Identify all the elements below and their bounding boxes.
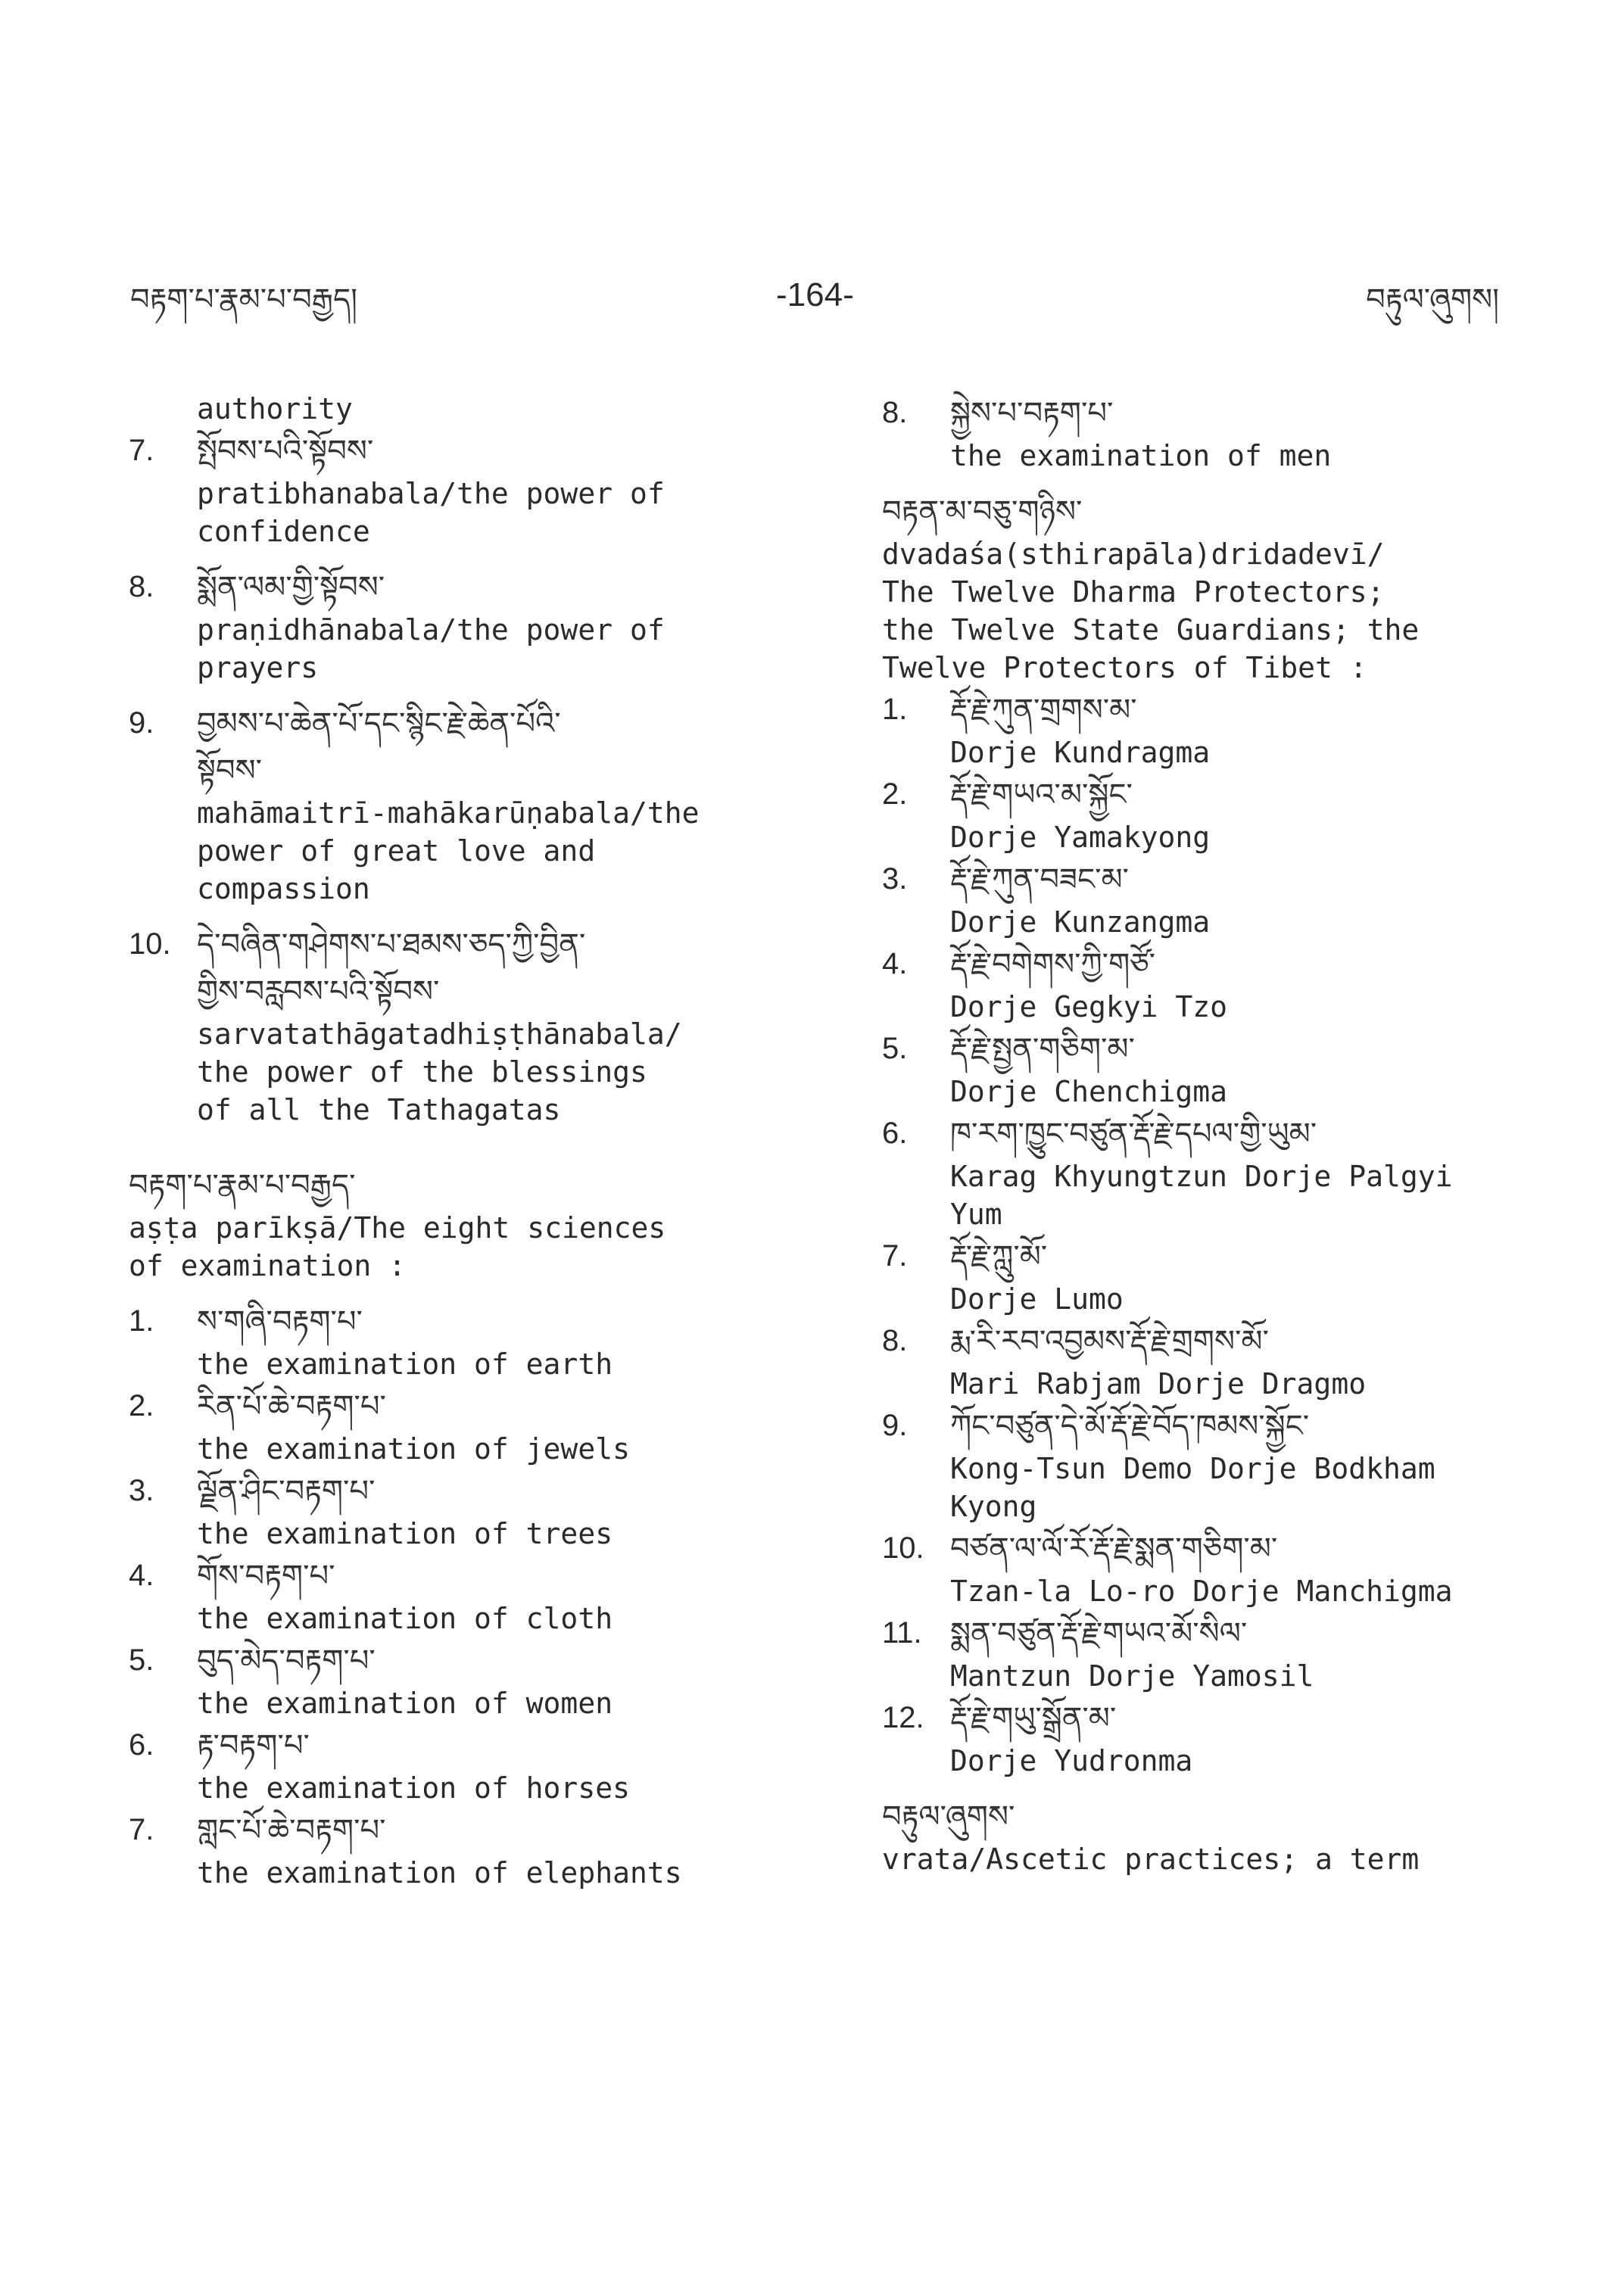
english-gloss: Dorje Yudronma [950, 1744, 1193, 1777]
list-item [882, 1403, 1548, 1525]
list-item [129, 564, 810, 687]
right-column [882, 390, 1548, 1878]
english-gloss: Karag Khyungtzun Dorje Palgyi [950, 1160, 1453, 1193]
tibetan-term: སྤོབས་པའི་སྟོབས་ [197, 434, 374, 469]
english-gloss: the examination of jewels [197, 1432, 630, 1466]
english-gloss: pratibhanabala/the power of [197, 477, 665, 510]
list-item [882, 941, 1548, 1026]
english-gloss: power of great love and [197, 834, 596, 868]
english-gloss: Dorje Lumo [950, 1282, 1124, 1316]
left-column [129, 390, 810, 1892]
english-gloss: Kong-Tsun Demo Dorje Bodkham [950, 1452, 1435, 1485]
list-item [129, 1383, 810, 1468]
tibetan-term: བུད་མེད་བརྟག་པ་ [197, 1643, 376, 1678]
item-number: 12. [882, 1701, 924, 1734]
english-gloss: the examination of men [950, 439, 1332, 472]
tibetan-term: སྐྱེས་པ་བརྟག་པ་ [950, 396, 1114, 431]
list-item [129, 1298, 810, 1383]
english-gloss: mahāmaitrī-mahākarūṇabala/the [197, 796, 700, 830]
list-item [129, 428, 810, 550]
item-number: 3. [882, 862, 908, 896]
section-heading-english: Twelve Protectors of Tibet : [882, 651, 1367, 684]
english-gloss: the examination of women [197, 1687, 613, 1720]
list-item [129, 921, 810, 1129]
list-item [882, 1318, 1548, 1403]
tibetan-term: རྡོ་རྗེ་ཀླུ་མོ་ [950, 1239, 1048, 1274]
list-item [882, 687, 1548, 771]
english-gloss: Tzan-la Lo-ro Dorje Manchigma [950, 1575, 1453, 1608]
page-number: -164- [776, 276, 854, 313]
item-number: 10. [882, 1531, 924, 1565]
list-item [882, 1610, 1548, 1695]
section-heading-english: dvadaśa(sthirapāla)dridadevī/ [882, 537, 1385, 571]
item-number: 9. [882, 1409, 908, 1442]
english-gloss: Mantzun Dorje Yamosil [950, 1659, 1314, 1693]
english-gloss: Kyong [950, 1490, 1037, 1523]
english-gloss: the examination of earth [197, 1347, 613, 1381]
item-number: 1. [129, 1304, 154, 1338]
item-number: 4. [882, 947, 908, 980]
section-heading-english: vrata/Ascetic practices; a term [882, 1843, 1420, 1876]
item-number: 4. [129, 1559, 154, 1592]
list-item [129, 1807, 810, 1892]
tibetan-term: ལྗོན་ཤིང་བརྟག་པ་ [197, 1474, 376, 1509]
list-item [882, 1111, 1548, 1233]
list-item [882, 771, 1548, 856]
english-gloss: Mari Rabjam Dorje Dragmo [950, 1367, 1367, 1400]
item-number: 8. [882, 1324, 908, 1357]
tibetan-term: ཀོང་བཙུན་དེ་མོ་རྡོ་རྗེ་བོད་ཁམས་སྐྱོང་ [950, 1409, 1310, 1444]
tibetan-term: ཁ་རག་ཁྱུང་བཙུན་རྡོ་རྗེ་དཔལ་གྱི་ཡུམ་ [950, 1117, 1317, 1151]
english-gloss: Dorje Gegkyi Tzo [950, 990, 1228, 1023]
tibetan-term: རྡོ་རྗེ་ཀུན་གྲགས་མ་ [950, 693, 1137, 727]
list-item [129, 700, 810, 908]
tibetan-term: སྨན་བཙུན་རྡོ་རྗེ་གཡའ་མོ་སིལ་ [950, 1616, 1248, 1651]
item-number: 10. [129, 927, 171, 961]
english-gloss: confidence [197, 515, 370, 548]
english-gloss: Dorje Chenchigma [950, 1075, 1228, 1108]
list-item [882, 856, 1548, 941]
list-item [882, 1695, 1548, 1780]
list-item [882, 390, 1548, 475]
list-item [129, 1722, 810, 1807]
tibetan-term-continued: སྟོབས་ [197, 753, 263, 788]
continuation-line: authority [197, 392, 353, 425]
item-number: 1. [882, 693, 908, 726]
section-heading-english: the Twelve State Guardians; the [882, 613, 1420, 646]
tibetan-term: རྨ་རི་རབ་འབྱམས་རྡོ་རྗེ་གྲགས་མོ་ [950, 1324, 1269, 1359]
running-header-right: བརྟུལ་ཞུགས། [1366, 282, 1499, 317]
tibetan-term: རྡོ་རྗེ་ཀུན་བཟང་མ་ [950, 862, 1129, 897]
item-number: 7. [882, 1239, 908, 1273]
english-gloss: sarvatathāgatadhiṣṭhānabala/ [197, 1017, 682, 1051]
english-gloss: prayers [197, 651, 319, 684]
english-gloss: of all the Tathagatas [197, 1093, 561, 1126]
item-number: 8. [129, 570, 154, 603]
item-number: 5. [882, 1032, 908, 1065]
section-heading-english: aṣṭa parīkṣā/The eight sciences [129, 1211, 666, 1245]
list-item [882, 1233, 1548, 1318]
tibetan-term: དེ་བཞིན་གཤེགས་པ་ཐམས་ཅད་ཀྱི་བྱིན་ [197, 927, 586, 962]
section-heading-english: The Twelve Dharma Protectors; [882, 575, 1385, 609]
tibetan-term: བྱམས་པ་ཆེན་པོ་དང་སྙིང་རྗེ་ཆེན་པོའི་ [197, 706, 561, 741]
item-number: 9. [129, 706, 154, 740]
section-heading-tibetan: བརྟག་པ་རྣམ་པ་བརྒྱད་ [129, 1168, 356, 1203]
tibetan-term-continued: གྱིས་བརླབས་པའི་སྟོབས་ [197, 974, 440, 1009]
english-gloss: Yum [950, 1198, 1002, 1231]
english-gloss: praṇidhānabala/the power of [197, 613, 665, 646]
english-gloss: Dorje Yamakyong [950, 821, 1211, 854]
item-number: 7. [129, 434, 154, 467]
item-number: 3. [129, 1474, 154, 1507]
running-header-left: བརྟག་པ་རྣམ་པ་བརྒྱད། [130, 282, 357, 317]
tibetan-term: རྟ་བརྟག་པ་ [197, 1728, 310, 1763]
list-item [129, 1468, 810, 1553]
item-number: 11. [882, 1616, 922, 1650]
english-gloss: the examination of cloth [197, 1602, 613, 1635]
tibetan-term: རྡོ་རྗེ་སྤྱན་གཅིག་མ་ [950, 1032, 1135, 1067]
english-gloss: the examination of trees [197, 1517, 613, 1550]
list-item [129, 1553, 810, 1637]
tibetan-term: གོས་བརྟག་པ་ [197, 1559, 335, 1594]
tibetan-term: རྡོ་རྗེ་གཡུ་སྒྲོན་མ་ [950, 1701, 1117, 1736]
tibetan-term: སྨོན་ལམ་གྱི་སྟོབས་ [197, 570, 385, 605]
section-heading-english: of examination : [129, 1249, 407, 1282]
section-heading-tibetan: བརྟུལ་ཞུགས་ [882, 1799, 1015, 1834]
english-gloss: compassion [197, 872, 370, 905]
tibetan-term: བཙན་ལ་ལོ་རོ་རྡོ་རྗེ་སྨན་གཅིག་མ་ [950, 1531, 1278, 1566]
list-item [129, 1637, 810, 1722]
tibetan-term: རྡོ་རྗེ་གཡའ་མ་སྐྱོང་ [950, 777, 1133, 812]
tibetan-term: རིན་པོ་ཆེ་བརྟག་པ་ [197, 1389, 386, 1424]
item-number: 2. [882, 777, 908, 811]
english-gloss: the examination of horses [197, 1771, 630, 1805]
english-gloss: the power of the blessings [197, 1055, 647, 1089]
tibetan-term: གླང་པོ་ཆེ་བརྟག་པ་ [197, 1813, 386, 1848]
tibetan-term: ས་གཞི་བརྟག་པ་ [197, 1304, 363, 1339]
list-item [882, 1026, 1548, 1111]
tibetan-term: རྡོ་རྗེ་བགེགས་ཀྱི་གཙོ་ [950, 947, 1156, 982]
list-item [882, 1525, 1548, 1610]
item-number: 6. [882, 1117, 908, 1150]
section-heading-tibetan: བརྟན་མ་བཅུ་གཉིས་ [882, 494, 1083, 529]
item-number: 2. [129, 1389, 154, 1422]
english-gloss: the examination of elephants [197, 1856, 682, 1890]
item-number: 7. [129, 1813, 154, 1846]
item-number: 6. [129, 1728, 154, 1762]
english-gloss: Dorje Kundragma [950, 736, 1211, 769]
item-number: 5. [129, 1643, 154, 1677]
item-number: 8. [882, 396, 908, 429]
english-gloss: Dorje Kunzangma [950, 905, 1211, 939]
